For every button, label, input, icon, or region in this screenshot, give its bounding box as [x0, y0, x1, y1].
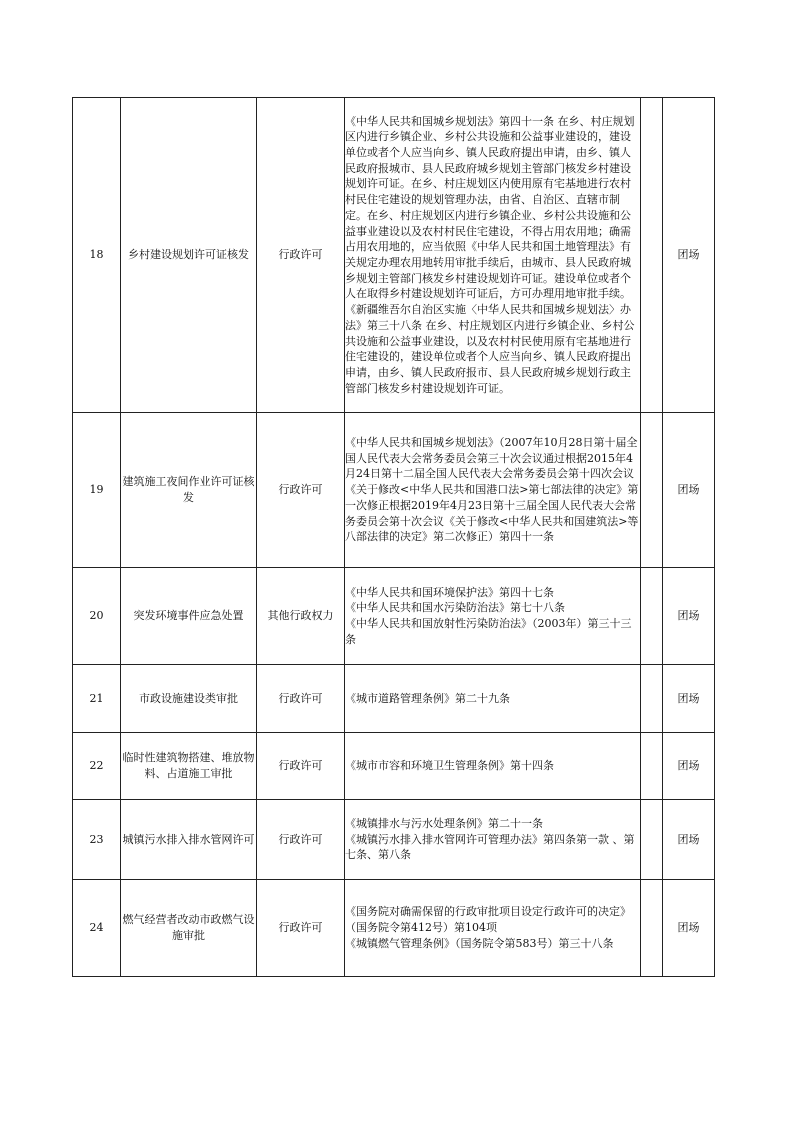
table-row	[73, 413, 715, 568]
authority-list-table	[72, 97, 715, 977]
legal-basis	[345, 568, 641, 665]
item-name: 乡村建设规划许可证核发	[121, 98, 257, 413]
implementing-unit: 团场	[663, 665, 715, 733]
legal-basis-paragraph: 《中华人民共和国环境保护法》第四十七条	[345, 585, 554, 599]
legal-basis-paragraph: 《城镇污水排入排水管网许可管理办法》第四条第一款 、第七条、第八条	[345, 832, 635, 862]
implementing-unit: 团场	[663, 733, 715, 800]
power-type: 行政许可	[257, 800, 345, 880]
item-name: 建筑施工夜间作业许可证核发	[121, 413, 257, 568]
row-number: 22	[73, 733, 121, 800]
blank-cell	[641, 800, 663, 880]
row-number: 20	[73, 568, 121, 665]
legal-basis	[345, 733, 641, 800]
item-name: 突发环境事件应急处置	[121, 568, 257, 665]
legal-basis	[345, 413, 641, 568]
legal-basis-paragraph: 《新疆维吾尔自治区实施〈中华人民共和国城乡规划法〉办法》第三十八条 在乡、村庄规划区内进行乡镇企业、乡村公共设施和公益事业建设，以及农村村民使用原有宅基地进行住宅建设的，建设单位或者个人应当向乡、镇人民政府提出申请，由乡、镇人民政府报市、县人民政府城乡规划行政主管部门核发乡村建设规划许可证。	[345, 303, 635, 395]
power-type: 行政许可	[257, 413, 345, 568]
power-type: 行政许可	[257, 733, 345, 800]
blank-cell	[641, 98, 663, 413]
blank-cell	[641, 413, 663, 568]
blank-cell	[641, 733, 663, 800]
item-name: 市政设施建设类审批	[121, 665, 257, 733]
table-row	[73, 800, 715, 880]
implementing-unit: 团场	[663, 568, 715, 665]
legal-basis	[345, 665, 641, 733]
power-type: 行政许可	[257, 665, 345, 733]
item-name: 燃气经营者改动市政燃气设施审批	[121, 880, 257, 977]
row-number: 18	[73, 98, 121, 413]
legal-basis	[345, 880, 641, 977]
legal-basis-paragraph: 《中华人民共和国放射性污染防治法》（2003年）第三十三条	[345, 617, 632, 646]
table-row	[73, 568, 715, 665]
item-name: 临时性建筑物搭建、堆放物料、占道施工审批	[121, 733, 257, 800]
row-number: 21	[73, 665, 121, 733]
row-number: 23	[73, 800, 121, 880]
blank-cell	[641, 880, 663, 977]
legal-basis-paragraph: 《城市道路管理条例》第二十九条	[345, 691, 510, 705]
row-number: 19	[73, 413, 121, 568]
table-row	[73, 665, 715, 733]
legal-basis-paragraph: 《中华人民共和国水污染防治法》第七十八条	[345, 601, 565, 615]
legal-basis	[345, 98, 641, 413]
legal-basis-paragraph: 《中华人民共和国城乡规划法》（2007年10月28日第十届全国人民代表大会常务委员会第三十次会议通过根据2015年4月24日第十二届全国人民代表大会常务委员会第十四次会议《关于修改<中华人民共和国港口法>第七部法律的决定》第一次修正根据2019年4月23日第十三届全国人民代表大会常务委员会第十次会议《关于修改<中华人民共和国建筑法>等八部法律的决定》第二次修正）第四十一条	[345, 436, 639, 544]
legal-basis-paragraph: 《城镇排水与污水处理条例》第二十一条	[345, 816, 543, 830]
table-row	[73, 733, 715, 800]
legal-basis-paragraph: 《国务院对确需保留的行政审批项目设定行政许可的决定》（国务院令第412号）第104项	[345, 905, 631, 935]
power-type: 行政许可	[257, 98, 345, 413]
blank-cell	[641, 568, 663, 665]
power-type: 行政许可	[257, 880, 345, 977]
row-number: 24	[73, 880, 121, 977]
blank-cell	[641, 665, 663, 733]
implementing-unit: 团场	[663, 800, 715, 880]
legal-basis	[345, 800, 641, 880]
implementing-unit: 团场	[663, 880, 715, 977]
legal-basis-paragraph: 《城市市容和环境卫生管理条例》第十四条	[345, 759, 554, 773]
implementing-unit: 团场	[663, 413, 715, 568]
item-name: 城镇污水排入排水管网许可	[121, 800, 257, 880]
legal-basis-paragraph: 《中华人民共和国城乡规划法》第四十一条 在乡、村庄规划区内进行乡镇企业、乡村公共设施和公益事业建设的，建设单位或者个人应当向乡、镇人民政府提出申请，由乡、镇人民政府报城市、县人民政府城乡规划主管部门核发乡村建设规划许可证。在乡、村庄规划区内使用原有宅基地进行农村村民住宅建设的规划管理办法，由省、自治区、直辖市制定。在乡、村庄规划区内进行乡镇企业、乡村公共设施和公益事业建设以及农村村民住宅建设，不得占用农用地；确需占用农用地的，应当依照《中华人民共和国土地管理法》有关规定办理农用地转用审批手续后，由城市、县人民政府城乡规划主管部门核发乡村建设规划许可证。建设单位或者个人在取得乡村建设规划许可证后，方可办理用地审批手续。	[345, 114, 635, 301]
table-row	[73, 98, 715, 413]
power-type: 其他行政权力	[257, 568, 345, 665]
legal-basis-paragraph: 《城镇燃气管理条例》（国务院令第583号）第三十八条	[345, 936, 614, 950]
implementing-unit: 团场	[663, 98, 715, 413]
table-row	[73, 880, 715, 977]
